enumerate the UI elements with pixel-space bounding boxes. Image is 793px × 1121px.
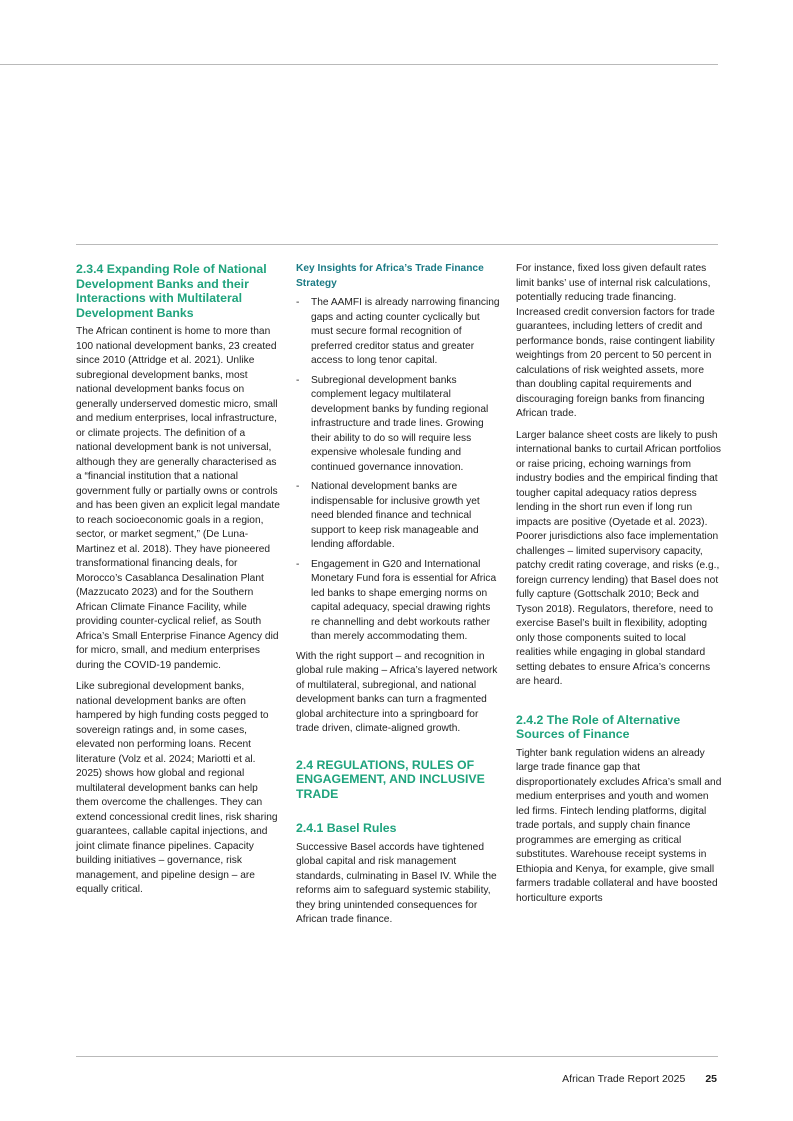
page-footer [562,1073,717,1085]
footer-rule [76,1056,718,1057]
list-item: - The AAMFI is already narrowing financing gaps and acting counter cyclically but must secure formal recognition of preferred creditor status and greater access to long tenor capital. [296,297,500,366]
dash-bullet: - [296,558,300,570]
key-insights-closing: With the right support – and recognition in global rule making – Africa’s layered network of multilateral, subregional, and national development banks can turn a fragmented global architecture into a springboard for trade driven, climate-aligned growth. [296,650,498,734]
list-item: - Engagement in G20 and International Monetary Fund fora is essential for Africa led banks to shape emerging norms on capital adequacy, special drawing rights re channelling and debt workouts rather than merely accommodating them. [296,558,497,642]
dash-bullet: - [296,374,300,386]
header-rule [76,244,718,245]
section-234-paragraph-1: The African continent is home to more than 100 national development banks, 23 created since 2010 (Attridge et al. 2021). Unlike subregional development banks, most national development banks focus on generally underserved domestic micro, small and medium enterprises, local infrastructure, or climate projects. The definition of a national development bank is not universal, although they are generally characterised as a “financial institution that a national government fully or partially owns or controls and has been given an explicit legal mandate to reach socioeconomic goals in a region, sector, or market segment,” (De Luna-Martinez et al. 2018). They have pioneered transformational financing deals, for Morocco’s Casablanca Desalination Plant (Mazzucato 2023) and for the Southern African Climate Finance Facility, while providing counter-cyclical relief, as South Africa’s Small Enterprise Finance Agency did for micro, small, and medium enterprises during the COVID-19 pandemic. [76,326,280,671]
section-234-heading: 2.3.4 Expanding Role of National Development Banks and their Interactions with Multilateral Development Banks [76,262,267,320]
spacer [516,697,722,713]
section-24-heading: 2.4 REGULATIONS, RULES OF ENGAGEMENT, AND INCLUSIVE TRADE [296,757,485,801]
section-234-paragraph-2: Like subregional development banks, national development banks are often hampered by high funding costs pegged to sovereign ratings and, in some cases, elevated non performing loans. Recent literature (Volz et al. 2024; Mariotti et al. 2025) shows how global and regional multilateral development banks can help them overcome the challenges. They can extend concessional credit lines, risk sharing guarantees, callable capital injections, and joint climate finance pipelines. Capacity building initiatives – governance, risk management, and pipeline design – are equally critical. [76,681,278,896]
spacer [296,807,502,821]
key-insights-list [296,296,502,645]
spacer [296,744,502,758]
report-title: African Trade Report 2025 [562,1073,686,1085]
page-number: 25 [705,1073,717,1085]
list-item: - National development banks are indispensable for inclusive growth yet need blended finance and technical support to keep risk manageable and lending affordable. [296,481,480,550]
section-241-paragraph-1: Successive Basel accords have tightened global capital and risk management standards, culminating in Basel IV. While the reforms aim to safeguard systemic stability, they bring unintended consequences for African trade finance. [296,841,497,926]
list-item: - Subregional development banks complement legacy multilateral development banks by funding regional infrastructure and trade lines. Growing their ability to do so will require less expensive wholesale funding and continued governance innovation. [296,374,489,473]
section-242-paragraph-1: Tighter bank regulation widens an already large trade finance gap that disproportionately excludes Africa’s small and medium enterprises and youth and women led firms. Fintech lending platforms, digital trade portals, and supply chain finance programmes are emerging as critical substitutes. Warehouse receipt systems in Ethiopia and Kenya, for example, give small farmers tradable collateral and have boosted horticulture exports [516,747,722,904]
section-241-paragraph-2: For instance, fixed loss given default rates limit banks’ use of internal risk calculations, potentially reducing trade financing. Increased credit conversion factors for trade guarantees, including letters of credit and performance bonds, raise contingent liability weightings from 20 percent to 50 percent in calculations of risk weighted assets, more than doubling capital requirements and discouraging foreign banks from financing African trade. [516,263,715,419]
top-rule [0,64,718,65]
section-242-heading: 2.4.2 The Role of Alternative Sources of Finance [516,712,681,742]
column-middle [296,262,502,935]
dash-bullet: - [296,297,300,308]
column-right [516,262,722,913]
column-left [76,262,282,905]
key-insights-heading: Key Insights for Africa’s Trade Finance Strategy [296,263,484,289]
dash-bullet: - [296,481,300,492]
section-241-heading: 2.4.1 Basel Rules [296,821,397,836]
section-241-paragraph-3: Larger balance sheet costs are likely to push international banks to curtail African portfolios or raise pricing, echoing warnings from industry bodies and the empirical finding that tougher capital adequacy ratios depress lending in the short run even if long run impacts are positive (Oyetade et al. 2023). Poorer jurisdictions also face implementation challenges – limited supervisory capacity, patchy credit rating coverage, and risks (e.g., foreign currency lending) that Basel does not fully capture (Gottschalk 2010; Beck and Tyson 2018). Regulators, therefore, need to exercise Basel’s built in flexibility, adopting only those components suited to local realities while engaging in global standard setting debates to ensure Africa’s concerns are heard. [516,429,721,687]
